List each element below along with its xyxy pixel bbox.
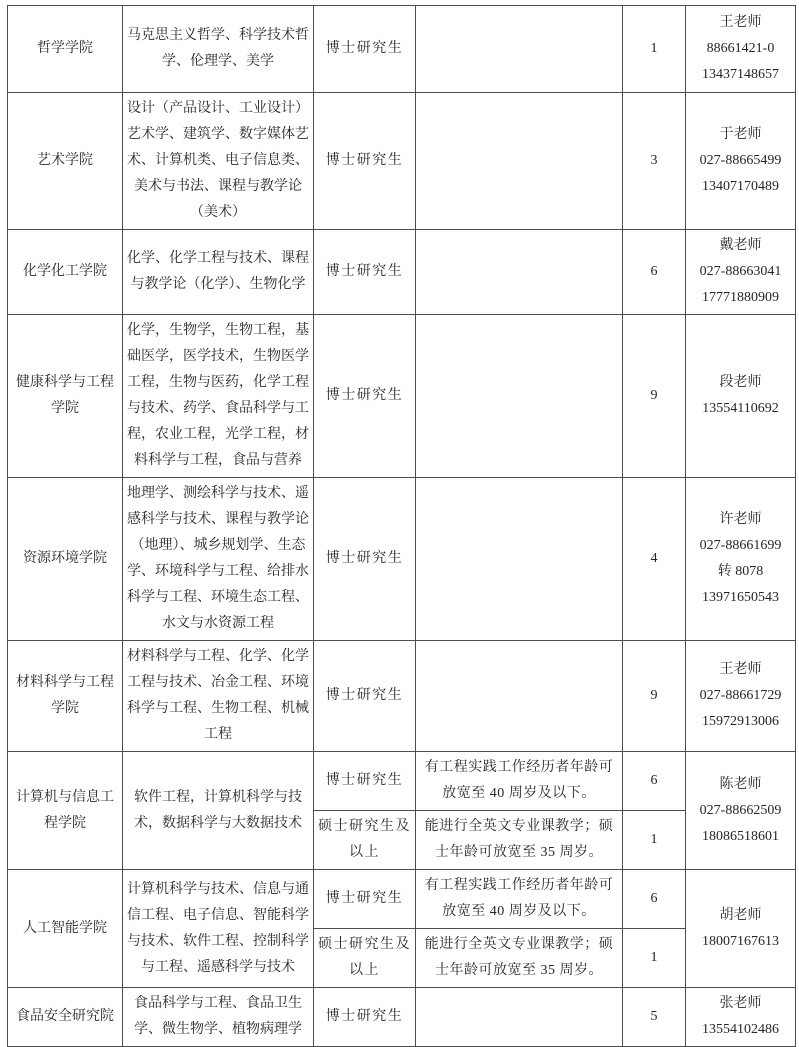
- count-cell: 5: [623, 988, 686, 1047]
- table-row: [8, 870, 796, 929]
- majors-cell: 马克思主义哲学、科学技术哲学、伦理学、美学: [123, 6, 314, 93]
- college-cell: 食品安全研究院: [8, 988, 123, 1047]
- contact-cell: [686, 230, 796, 315]
- contact-line: 转 8078: [717, 564, 764, 579]
- contact-line: 027-88661699: [699, 538, 782, 553]
- majors-cell: 化学，生物学，生物工程，基础医学，医学技术，生物医学工程，生物与医药，化学工程与技术、药学、食品科学与工程，农业工程，光学工程，材料科学与工程，食品与营养: [123, 315, 314, 478]
- table-row: [8, 230, 796, 315]
- count-cell: 9: [623, 315, 686, 478]
- table-row: [8, 752, 796, 811]
- degree-cell: 博士研究生: [314, 6, 416, 93]
- contact-line: 戴老师: [719, 238, 762, 253]
- contact-cell: [686, 988, 796, 1047]
- college-cell: 健康科学与工程学院: [8, 315, 123, 478]
- count-cell: 4: [623, 478, 686, 641]
- degree-cell: 博士研究生: [314, 478, 416, 641]
- contact-cell: [686, 478, 796, 641]
- degree-cell: 硕士研究生及以上: [314, 811, 416, 870]
- college-cell: 材料科学与工程学院: [8, 641, 123, 752]
- count-cell: 6: [623, 752, 686, 811]
- recruitment-table: [7, 5, 796, 1047]
- note-cell: 能进行全英文专业课教学；硕士年龄可放宽至 35 周岁。: [416, 811, 623, 870]
- degree-cell: 博士研究生: [314, 641, 416, 752]
- college-cell: 计算机与信息工程学院: [8, 752, 123, 870]
- contact-line: 027-88661729: [699, 688, 782, 703]
- degree-cell: 博士研究生: [314, 988, 416, 1047]
- contact-line: 13554110692: [702, 401, 779, 416]
- degree-cell: 博士研究生: [314, 93, 416, 230]
- college-cell: 人工智能学院: [8, 870, 123, 988]
- note-cell: [416, 93, 623, 230]
- majors-cell: 地理学、测绘科学与技术、遥感科学与技术、课程与教学论（地理）、城乡规划学、生态学、环境科学与工程、给排水科学与工程、环境生态工程、水文与水资源工程: [123, 478, 314, 641]
- note-cell: [416, 478, 623, 641]
- contact-line: 王老师: [719, 662, 762, 677]
- degree-cell: 博士研究生: [314, 315, 416, 478]
- contact-line: 17771880909: [702, 290, 779, 305]
- degree-cell: 博士研究生: [314, 230, 416, 315]
- table-row: [8, 641, 796, 752]
- count-cell: 6: [623, 870, 686, 929]
- majors-cell: 设计（产品设计、工业设计）艺术学、建筑学、数字媒体艺术、计算机类、电子信息类、美术与书法、课程与教学论（美术）: [123, 93, 314, 230]
- contact-cell: [686, 93, 796, 230]
- contact-line: 13554102486: [702, 1022, 779, 1037]
- contact-line: 18007167613: [702, 933, 779, 949]
- contact-line: 胡老师: [719, 907, 762, 923]
- majors-cell: 化学、化学工程与技术、课程与教学论（化学）、生物化学: [123, 230, 314, 315]
- contact-cell: [686, 315, 796, 478]
- note-cell: 有工程实践工作经历者年龄可放宽至 40 周岁及以下。: [416, 870, 623, 929]
- contact-line: 18086518601: [702, 828, 779, 844]
- contact-line: 15972913006: [702, 714, 779, 729]
- majors-cell: 材料科学与工程、化学、化学工程与技术、冶金工程、环境科学与工程、生物工程、机械工程: [123, 641, 314, 752]
- note-cell: [416, 988, 623, 1047]
- contact-line: 13437148657: [702, 67, 779, 82]
- note-cell: [416, 641, 623, 752]
- count-cell: 1: [623, 6, 686, 93]
- majors-cell: 食品科学与工程、食品卫生学、微生物学、植物病理学: [123, 988, 314, 1047]
- degree-cell: 博士研究生: [314, 870, 416, 929]
- contact-cell: [686, 641, 796, 752]
- table-row: [8, 6, 796, 93]
- majors-cell: 计算机科学与技术、信息与通信工程、电子信息、智能科学与技术、软件工程、控制科学与工程、遥感科学与技术: [123, 870, 314, 988]
- recruitment-table-body: [8, 6, 796, 1047]
- table-row: [8, 988, 796, 1047]
- note-cell: [416, 315, 623, 478]
- note-cell: [416, 6, 623, 93]
- contact-line: 张老师: [719, 996, 762, 1011]
- college-cell: 化学化工学院: [8, 230, 123, 315]
- contact-line: 88661421-0: [706, 41, 775, 56]
- note-cell: 能进行全英文专业课教学；硕士年龄可放宽至 35 周岁。: [416, 929, 623, 988]
- contact-line: 陈老师: [719, 776, 762, 792]
- contact-line: 027-88662509: [699, 802, 782, 818]
- contact-cell: [686, 6, 796, 93]
- contact-line: 027-88665499: [699, 153, 782, 168]
- count-cell: 9: [623, 641, 686, 752]
- table-row: [8, 315, 796, 478]
- table-row: [8, 478, 796, 641]
- contact-line: 段老师: [719, 375, 762, 390]
- contact-line: 027-88663041: [699, 264, 782, 279]
- count-cell: 6: [623, 230, 686, 315]
- count-cell: 3: [623, 93, 686, 230]
- count-cell: 1: [623, 929, 686, 988]
- table-row: [8, 93, 796, 230]
- contact-line: 于老师: [719, 127, 762, 142]
- degree-cell: 硕士研究生及以上: [314, 929, 416, 988]
- contact-cell: [686, 752, 796, 870]
- contact-line: 13407170489: [702, 179, 779, 194]
- college-cell: 哲学学院: [8, 6, 123, 93]
- contact-line: 许老师: [719, 512, 762, 527]
- college-cell: 艺术学院: [8, 93, 123, 230]
- count-cell: 1: [623, 811, 686, 870]
- college-cell: 资源环境学院: [8, 478, 123, 641]
- contact-line: 王老师: [719, 15, 762, 30]
- majors-cell: 软件工程，计算机科学与技术，数据科学与大数据技术: [123, 752, 314, 870]
- degree-cell: 博士研究生: [314, 752, 416, 811]
- note-cell: 有工程实践工作经历者年龄可放宽至 40 周岁及以下。: [416, 752, 623, 811]
- note-cell: [416, 230, 623, 315]
- contact-line: 13971650543: [702, 590, 779, 605]
- contact-cell: [686, 870, 796, 988]
